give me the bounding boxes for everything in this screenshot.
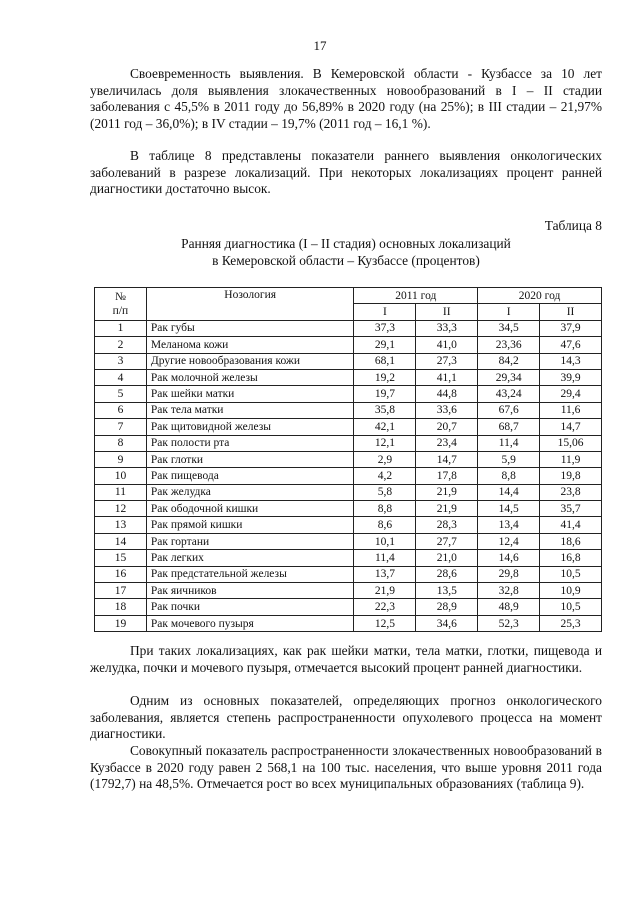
header-2020-stage-2: II [540, 304, 602, 320]
header-2011-stage-1: I [354, 304, 416, 320]
row-nosology: Рак губы [146, 320, 354, 336]
row-2020-stage-1: 14,5 [478, 501, 540, 517]
row-number: 17 [95, 583, 147, 599]
early-diagnosis-table [94, 287, 602, 632]
row-2011-stage-1: 37,3 [354, 320, 416, 336]
row-nosology: Рак желудка [146, 484, 354, 500]
row-2020-stage-2: 16,8 [540, 550, 602, 566]
table-row [95, 583, 602, 599]
row-nosology: Другие новообразования кожи [146, 353, 354, 369]
row-2020-stage-2: 19,8 [540, 468, 602, 484]
table-row [95, 533, 602, 549]
row-nosology: Меланома кожи [146, 337, 354, 353]
table-title [90, 235, 602, 269]
row-2020-stage-2: 10,5 [540, 599, 602, 615]
row-2011-stage-1: 8,6 [354, 517, 416, 533]
row-number: 4 [95, 369, 147, 385]
row-number: 13 [95, 517, 147, 533]
row-2011-stage-2: 28,3 [416, 517, 478, 533]
table-title-line-2: в Кемеровской области – Кузбассе (процентов) [212, 253, 480, 268]
table-row [95, 369, 602, 385]
row-2011-stage-2: 28,9 [416, 599, 478, 615]
row-2020-stage-1: 14,6 [478, 550, 540, 566]
row-number: 1 [95, 320, 147, 336]
table-title-line-1: Ранняя диагностика (I – II стадия) основных локализаций [181, 236, 511, 251]
row-2011-stage-1: 22,3 [354, 599, 416, 615]
row-number: 18 [95, 599, 147, 615]
row-number: 10 [95, 468, 147, 484]
row-2020-stage-1: 8,8 [478, 468, 540, 484]
row-nosology: Рак яичников [146, 583, 354, 599]
page-number: 17 [313, 38, 327, 53]
row-number: 12 [95, 501, 147, 517]
table-row [95, 550, 602, 566]
table-label: Таблица 8 [544, 218, 602, 233]
row-number: 16 [95, 566, 147, 582]
row-2020-stage-1: 5,9 [478, 451, 540, 467]
row-2020-stage-2: 29,4 [540, 386, 602, 402]
table-row [95, 484, 602, 500]
table-row [95, 386, 602, 402]
row-2020-stage-1: 48,9 [478, 599, 540, 615]
row-2011-stage-1: 10,1 [354, 533, 416, 549]
table-row [95, 517, 602, 533]
row-2020-stage-2: 47,6 [540, 337, 602, 353]
row-2011-stage-1: 13,7 [354, 566, 416, 582]
row-nosology: Рак мочевого пузыря [146, 615, 354, 631]
row-nosology: Рак тела матки [146, 402, 354, 418]
row-2011-stage-1: 11,4 [354, 550, 416, 566]
row-2011-stage-2: 21,9 [416, 484, 478, 500]
row-number: 7 [95, 419, 147, 435]
row-2020-stage-1: 68,7 [478, 419, 540, 435]
header-nosology: Нозология [146, 288, 354, 321]
row-2020-stage-2: 35,7 [540, 501, 602, 517]
row-number: 11 [95, 484, 147, 500]
row-2011-stage-2: 23,4 [416, 435, 478, 451]
row-2011-stage-2: 44,8 [416, 386, 478, 402]
row-2020-stage-1: 29,8 [478, 566, 540, 582]
table-body [95, 320, 602, 631]
row-number: 3 [95, 353, 147, 369]
header-2011-stage-2: II [416, 304, 478, 320]
row-2011-stage-1: 8,8 [354, 501, 416, 517]
row-2011-stage-1: 68,1 [354, 353, 416, 369]
row-number: 14 [95, 533, 147, 549]
row-2020-stage-2: 10,9 [540, 583, 602, 599]
row-2020-stage-2: 41,4 [540, 517, 602, 533]
row-2011-stage-1: 5,8 [354, 484, 416, 500]
row-2020-stage-2: 39,9 [540, 369, 602, 385]
row-nosology: Рак легких [146, 550, 354, 566]
table-row [95, 615, 602, 631]
row-nosology: Рак шейки матки [146, 386, 354, 402]
row-number: 8 [95, 435, 147, 451]
row-2011-stage-1: 42,1 [354, 419, 416, 435]
header-year-2020: 2020 год [478, 288, 602, 304]
row-2011-stage-1: 29,1 [354, 337, 416, 353]
row-number: 5 [95, 386, 147, 402]
paragraph-prevalence: Совокупный показатель распространенности злокачественных новообразований в Кузбассе в 2020 году равен 2 568,1 на 100 тыс. населения, что выше уровня 2011 года (1792,7) на 48,5%. Отмечается рост во всех муниципальных образованиях (таблица 9). [90, 743, 602, 791]
row-2011-stage-2: 41,1 [416, 369, 478, 385]
row-2020-stage-1: 32,8 [478, 583, 540, 599]
table-row [95, 566, 602, 582]
row-2020-stage-1: 14,4 [478, 484, 540, 500]
row-2011-stage-1: 4,2 [354, 468, 416, 484]
row-nosology: Рак прямой кишки [146, 517, 354, 533]
row-2020-stage-1: 29,34 [478, 369, 540, 385]
row-nosology: Рак ободочной кишки [146, 501, 354, 517]
table-row [95, 501, 602, 517]
row-2011-stage-2: 33,3 [416, 320, 478, 336]
row-2011-stage-2: 41,0 [416, 337, 478, 353]
row-nosology: Рак почки [146, 599, 354, 615]
header-2020-stage-1: I [478, 304, 540, 320]
row-2020-stage-2: 10,5 [540, 566, 602, 582]
header-number-line-2: п/п [112, 304, 129, 317]
row-2011-stage-1: 21,9 [354, 583, 416, 599]
header-number [95, 288, 147, 321]
row-nosology: Рак щитовидной железы [146, 419, 354, 435]
row-number: 19 [95, 615, 147, 631]
row-2011-stage-2: 28,6 [416, 566, 478, 582]
row-2020-stage-1: 13,4 [478, 517, 540, 533]
row-number: 2 [95, 337, 147, 353]
row-nosology: Рак молочной железы [146, 369, 354, 385]
row-2011-stage-1: 35,8 [354, 402, 416, 418]
row-2020-stage-2: 25,3 [540, 615, 602, 631]
table-row [95, 599, 602, 615]
row-2011-stage-1: 2,9 [354, 451, 416, 467]
row-2020-stage-1: 11,4 [478, 435, 540, 451]
row-nosology: Рак предстательной железы [146, 566, 354, 582]
row-2011-stage-2: 21,0 [416, 550, 478, 566]
row-nosology: Рак гортани [146, 533, 354, 549]
row-2020-stage-1: 84,2 [478, 353, 540, 369]
table-row [95, 468, 602, 484]
row-2020-stage-1: 67,6 [478, 402, 540, 418]
paragraph-timeliness: Своевременность выявления. В Кемеровской области - Кузбассе за 10 лет увеличилась доля выявления злокачественных новообразований в I – II стадии заболевания с 45,5% в 2011 году до 56,89% в 2020 году (на 25%); в III стадии – 21,97% (2011 год – 36,0%); в IV стадии – 19,7% (2011 год – 16,1 %). [90, 66, 602, 131]
row-2020-stage-2: 23,8 [540, 484, 602, 500]
row-2020-stage-1: 23,36 [478, 337, 540, 353]
row-2020-stage-2: 18,6 [540, 533, 602, 549]
row-2011-stage-2: 17,8 [416, 468, 478, 484]
table-row [95, 419, 602, 435]
row-2020-stage-1: 12,4 [478, 533, 540, 549]
row-2020-stage-2: 15,06 [540, 435, 602, 451]
row-2011-stage-2: 27,3 [416, 353, 478, 369]
row-2011-stage-2: 14,7 [416, 451, 478, 467]
row-2011-stage-2: 27,7 [416, 533, 478, 549]
table-row [95, 320, 602, 336]
row-2011-stage-2: 21,9 [416, 501, 478, 517]
table-row [95, 451, 602, 467]
row-2011-stage-2: 34,6 [416, 615, 478, 631]
table-row [95, 402, 602, 418]
table-row [95, 337, 602, 353]
row-2020-stage-2: 11,9 [540, 451, 602, 467]
table-row [95, 435, 602, 451]
row-number: 9 [95, 451, 147, 467]
row-2011-stage-2: 13,5 [416, 583, 478, 599]
row-2011-stage-1: 19,2 [354, 369, 416, 385]
row-2020-stage-2: 37,9 [540, 320, 602, 336]
table-row [95, 353, 602, 369]
row-2011-stage-1: 19,7 [354, 386, 416, 402]
row-2011-stage-1: 12,1 [354, 435, 416, 451]
row-2020-stage-2: 14,3 [540, 353, 602, 369]
paragraph-prognosis: Одним из основных показателей, определяющих прогноз онкологического заболевания, является степень распространенности опухолевого процесса на момент диагностики. [90, 693, 602, 741]
row-2020-stage-1: 34,5 [478, 320, 540, 336]
row-2011-stage-1: 12,5 [354, 615, 416, 631]
row-nosology: Рак полости рта [146, 435, 354, 451]
row-2020-stage-1: 43,24 [478, 386, 540, 402]
row-2020-stage-1: 52,3 [478, 615, 540, 631]
row-2011-stage-2: 33,6 [416, 402, 478, 418]
header-year-2011: 2011 год [354, 288, 478, 304]
row-2020-stage-2: 11,6 [540, 402, 602, 418]
row-number: 6 [95, 402, 147, 418]
header-number-line-1: № [114, 290, 126, 303]
row-number: 15 [95, 550, 147, 566]
paragraph-table-intro: В таблице 8 представлены показатели раннего выявления онкологических заболеваний в разрезе локализаций. При некоторых локализациях процент ранней диагностики достаточно высок. [90, 148, 602, 196]
row-2011-stage-2: 20,7 [416, 419, 478, 435]
paragraph-high-early-diagnosis: При таких локализациях, как рак шейки матки, тела матки, глотки, пищевода и желудка, почки и мочевого пузыря, отмечается высокий процент ранней диагностики. [90, 643, 602, 675]
row-nosology: Рак глотки [146, 451, 354, 467]
row-2020-stage-2: 14,7 [540, 419, 602, 435]
row-nosology: Рак пищевода [146, 468, 354, 484]
